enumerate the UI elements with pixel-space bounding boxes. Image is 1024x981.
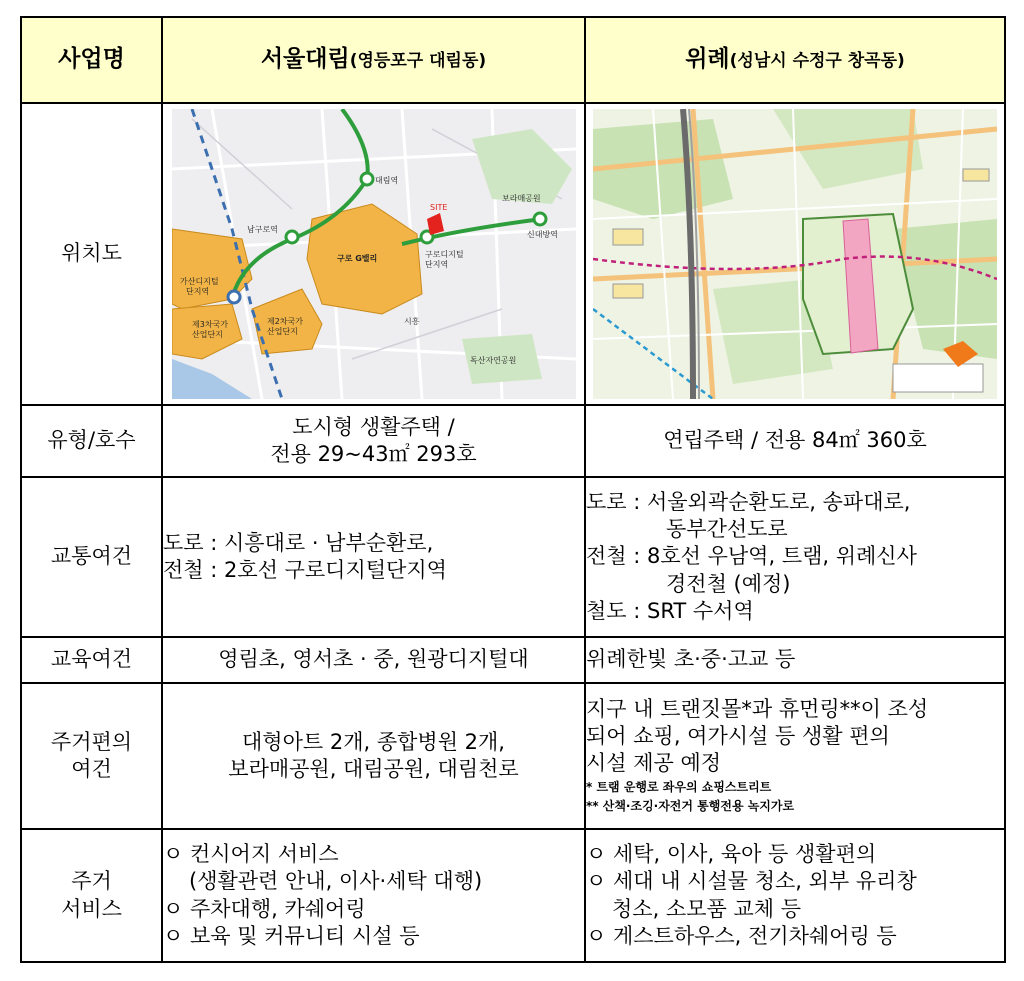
wirye-convenience-line1: 지구 내 트랜짓몰*과 휴먼링**이 조성 <box>586 696 929 721</box>
wirye-convenience-note2: ** 산책·조깅·자전거 통행전용 녹지가로 <box>586 798 795 813</box>
map-label-boramae: 보라매공원 <box>501 194 541 203</box>
wirye-convenience-line2: 되어 쇼핑, 여가시설 등 생활 편의 <box>586 724 890 749</box>
header-seoul-daerim <box>162 17 585 103</box>
comparison-table <box>20 16 1006 963</box>
education-label: 교육여건 <box>21 637 162 683</box>
map-label-guro-gvalley: 구로 G밸리 <box>336 254 377 263</box>
header-seoul-subtitle: (영등포구 대림동) <box>349 51 487 72</box>
seoul-location-map-cell <box>162 103 585 405</box>
map-label-complex2: 제2차국가 <box>266 317 303 326</box>
header-project-name: 사업명 <box>21 17 162 103</box>
seoul-service-line3: ㅇ 주차대행, 카쉐어링 <box>163 896 366 921</box>
wirye-service-line4: ㅇ 게스트하우스, 전기차쉐어링 등 <box>586 923 897 948</box>
seoul-education-cell: 영림초, 영서초 · 중, 원광디지털대 <box>162 637 585 683</box>
location-label: 위치도 <box>21 103 162 405</box>
header-row <box>21 17 1005 103</box>
wirye-convenience-note1: * 트램 운행로 좌우의 쇼핑스트리트 <box>586 779 772 794</box>
wirye-service-line3: 청소, 소모품 교체 등 <box>612 896 801 921</box>
seoul-convenience-cell <box>162 683 585 829</box>
map-label-namguro: 남구로역 <box>246 225 278 234</box>
convenience-label-line1: 주거편의 <box>50 729 133 754</box>
seoul-transport-subway: 전철 : 2호선 구로디지털단지역 <box>163 558 447 582</box>
seoul-type-line2: 전용 29~43㎡ 293호 <box>270 442 477 466</box>
map-label-siheung: 시흥 <box>403 317 419 326</box>
map-label-complex2-2: 산업단지 <box>266 327 298 336</box>
wirye-transport-cell <box>585 477 1005 637</box>
convenience-label-line2: 여건 <box>71 757 112 781</box>
seoul-type-cell <box>162 405 585 477</box>
wirye-transport-subway: 전철 : 8호선 우남역, 트램, 위례신사 <box>586 544 917 569</box>
location-row <box>21 103 1005 405</box>
map-label-doksan: 독산자연공원 <box>469 356 516 365</box>
transport-label: 교통여건 <box>21 477 162 637</box>
convenience-row <box>21 683 1005 829</box>
map-label-complex3-2: 산업단지 <box>191 330 223 339</box>
seoul-service-line4: ㅇ 보육 및 커뮤니티 시설 등 <box>163 923 420 948</box>
seoul-transport-road: 도로 : 시흥대로 · 남부순환로, <box>163 530 434 555</box>
map-label-sindaebang: 신대방역 <box>526 230 558 239</box>
seoul-location-map <box>172 109 576 399</box>
map-label-daerim: 대림역 <box>374 176 398 185</box>
seoul-service-line1: ㅇ 컨시어지 서비스 <box>163 841 339 866</box>
wirye-transport-road: 도로 : 서울외곽순환도로, 송파대로, <box>586 489 911 514</box>
wirye-service-line1: ㅇ 세탁, 이사, 육아 등 생활편의 <box>586 841 877 866</box>
wirye-type-cell: 연립주택 / 전용 84㎡ 360호 <box>585 405 1005 477</box>
map-label-gasan: 가산디지털 <box>179 277 219 286</box>
service-label <box>21 829 162 962</box>
map-label-guro-digital-2: 단지역 <box>424 260 448 269</box>
wirye-convenience-cell <box>585 683 1005 829</box>
service-row <box>21 829 1005 962</box>
seoul-transport-cell <box>162 477 585 637</box>
seoul-service-cell <box>162 829 585 962</box>
map-label-complex3: 제3차국가 <box>191 320 228 329</box>
map-label-gasan-2: 단지역 <box>185 287 209 296</box>
header-seoul-title: 서울대림 <box>260 46 350 73</box>
wirye-service-line2: ㅇ 세대 내 시설물 청소, 외부 유리창 <box>586 869 917 894</box>
map-label-site: SITE <box>429 203 447 212</box>
education-row <box>21 637 1005 683</box>
type-row <box>21 405 1005 477</box>
seoul-type-line1: 도시형 생활주택 / <box>292 414 455 439</box>
seoul-convenience-line1: 대형아트 2개, 종합병원 2개, <box>242 729 505 754</box>
type-label: 유형/호수 <box>21 405 162 477</box>
wirye-service-cell <box>585 829 1005 962</box>
seoul-service-line2: (생활관련 안내, 이사·세탁 대행) <box>189 869 483 894</box>
header-wirye-title: 위례 <box>685 46 730 73</box>
map-label-guro-digital: 구로디지털 <box>424 250 464 259</box>
service-label-line2: 서비스 <box>61 896 122 921</box>
service-label-line1: 주거 <box>71 869 112 894</box>
wirye-location-map <box>593 109 997 399</box>
header-wirye-subtitle: (성남시 수정구 창곡동) <box>729 51 905 72</box>
wirye-location-map-cell <box>585 103 1005 405</box>
header-wirye <box>585 17 1005 103</box>
seoul-convenience-line2: 보라매공원, 대림공원, 대림천로 <box>228 757 519 781</box>
wirye-education-cell: 위례한빛 초·중·고교 등 <box>585 637 1005 683</box>
wirye-transport-subway-2: 경전철 (예정) <box>666 571 791 596</box>
wirye-convenience-line3: 시설 제공 예정 <box>586 751 722 776</box>
transport-row <box>21 477 1005 637</box>
wirye-transport-road-2: 동부간선도로 <box>666 517 788 542</box>
wirye-transport-rail: 철도 : SRT 수서역 <box>586 598 754 623</box>
convenience-label <box>21 683 162 829</box>
